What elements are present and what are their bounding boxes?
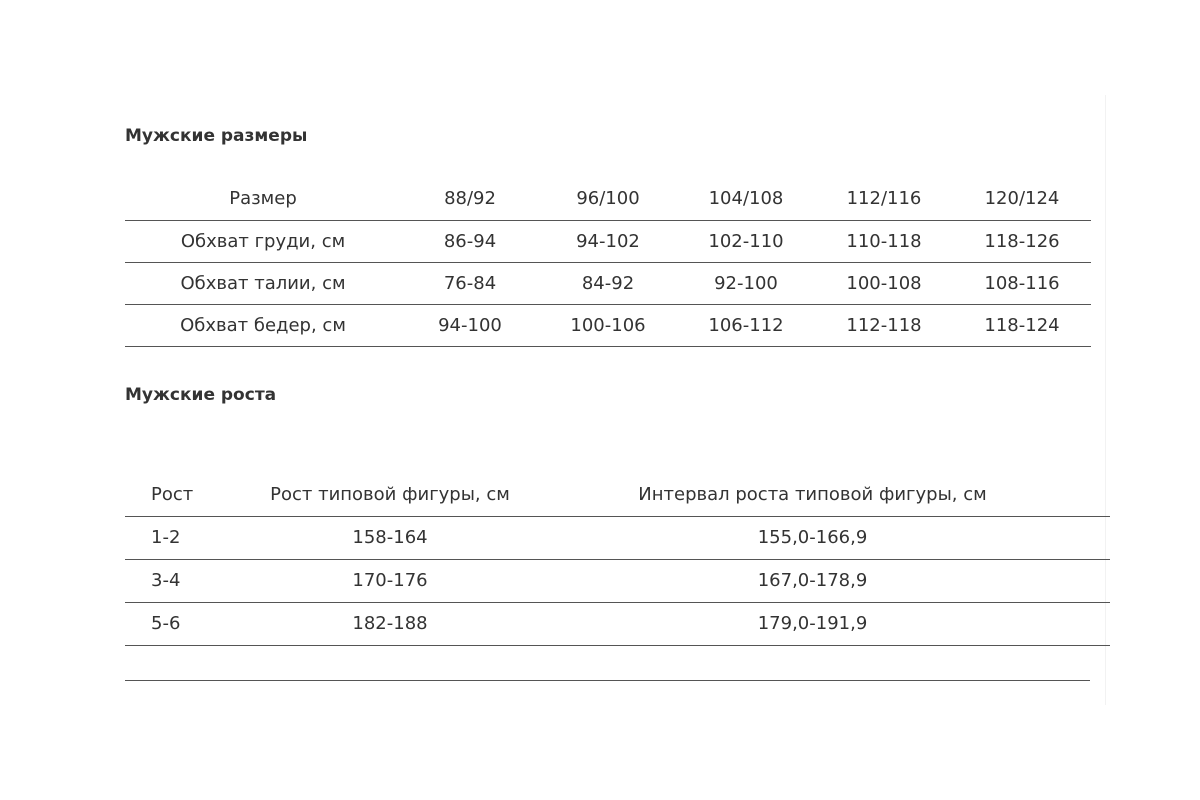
table-cell: 102-110 bbox=[677, 220, 815, 262]
table-cell: 84-92 bbox=[539, 262, 677, 304]
table-cell: 86-94 bbox=[401, 220, 539, 262]
row-label: Обхват бедер, см bbox=[125, 304, 401, 346]
table-cell: 94-102 bbox=[539, 220, 677, 262]
table-cell: 106-112 bbox=[677, 304, 815, 346]
mens-heights-heading: Мужские роста bbox=[125, 385, 277, 405]
table-cell: 170-176 bbox=[265, 559, 515, 602]
table-row bbox=[125, 602, 1110, 645]
table-cell: 76-84 bbox=[401, 262, 539, 304]
table-cell: 118-126 bbox=[953, 220, 1091, 262]
table-cell: 118-124 bbox=[953, 304, 1091, 346]
table-cell: 158-164 bbox=[265, 516, 515, 559]
table-cell: 155,0-166,9 bbox=[515, 516, 1110, 559]
table-header-row bbox=[125, 473, 1110, 516]
table-cell: 182-188 bbox=[265, 602, 515, 645]
table-cell: 100-106 bbox=[539, 304, 677, 346]
header-cell-size: Размер bbox=[125, 178, 401, 220]
table-row-hips bbox=[125, 304, 1091, 346]
header-cell: 120/124 bbox=[953, 178, 1091, 220]
table-cell: 5-6 bbox=[125, 602, 265, 645]
table-cell: 179,0-191,9 bbox=[515, 602, 1110, 645]
table-cell: 1-2 bbox=[125, 516, 265, 559]
mens-heights-table bbox=[125, 473, 1110, 646]
table-cell: 3-4 bbox=[125, 559, 265, 602]
table-row-chest bbox=[125, 220, 1091, 262]
row-label: Обхват груди, см bbox=[125, 220, 401, 262]
table-cell: 167,0-178,9 bbox=[515, 559, 1110, 602]
table-cell: 110-118 bbox=[815, 220, 953, 262]
table-cell: 112-118 bbox=[815, 304, 953, 346]
table-cell: 108-116 bbox=[953, 262, 1091, 304]
table-cell: 100-108 bbox=[815, 262, 953, 304]
table-header-row bbox=[125, 178, 1091, 220]
mens-sizes-table bbox=[125, 178, 1091, 347]
header-cell-height: Рост bbox=[125, 473, 265, 516]
table-row bbox=[125, 516, 1110, 559]
row-label: Обхват талии, см bbox=[125, 262, 401, 304]
header-cell: 96/100 bbox=[539, 178, 677, 220]
header-cell-typical-height: Рост типовой фигуры, см bbox=[265, 473, 515, 516]
table-cell: 94-100 bbox=[401, 304, 539, 346]
header-cell: 112/116 bbox=[815, 178, 953, 220]
header-cell: 88/92 bbox=[401, 178, 539, 220]
table-cell: 92-100 bbox=[677, 262, 815, 304]
bottom-divider bbox=[125, 680, 1090, 681]
header-cell: 104/108 bbox=[677, 178, 815, 220]
mens-sizes-heading: Мужские размеры bbox=[125, 126, 308, 146]
table-row bbox=[125, 559, 1110, 602]
table-row-waist bbox=[125, 262, 1091, 304]
header-cell-height-interval: Интервал роста типовой фигуры, см bbox=[515, 473, 1110, 516]
